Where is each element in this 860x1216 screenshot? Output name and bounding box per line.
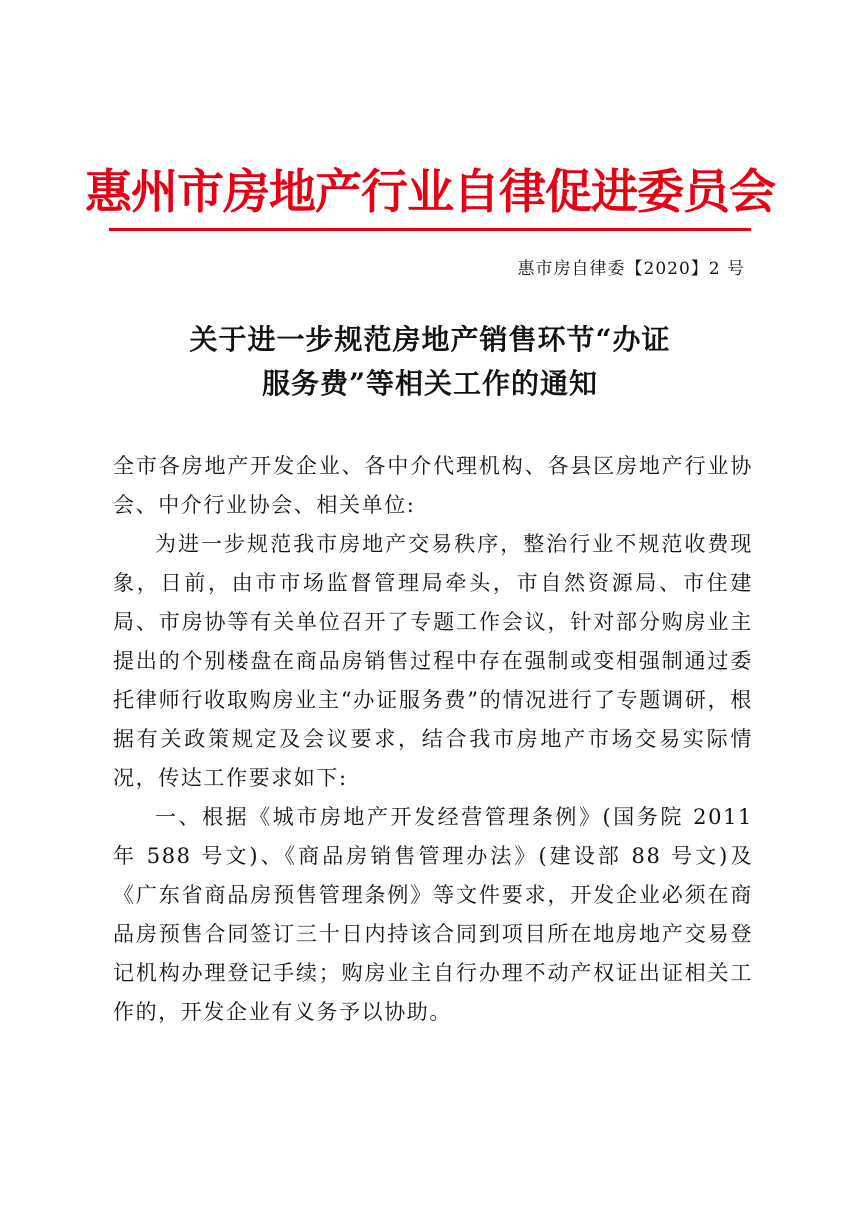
notice-title [0, 318, 860, 406]
notice-title-line-1: 关于进一步规范房地产销售环节“办证 [189, 323, 671, 356]
notice-title-line-2: 服务费”等相关工作的通知 [261, 367, 599, 400]
salutation: 全市各房地产开发企业、各中介代理机构、各县区房地产行业协会、中介行业协会、相关单位: [113, 454, 753, 517]
document-number: 惠市房自律委【2020】2 号 [517, 259, 745, 279]
body-paragraph-1: 为进一步规范我市房地产交易秩序，整治行业不规范收费现象，日前，由市市场监督管理局牵头，市自然资源局、市住建局、市房协等有关单位召开了专题工作会议，针对部分购房业主提出的个别楼盘在商品房销售过程中存在强制或变相强制通过委托律师行收取购房业主“办证服务费”的情况进行了专题调研，根据有关政策规定及会议要求，结合我市房地产市场交易实际情况，传达工作要求如下: [113, 532, 753, 790]
body-paragraph-2: 一、根据《城市房地产开发经营管理条例》(国务院 2011 年 588 号文)、《商品房销售管理办法》(建设部 88 号文)及《广东省商品房预售管理条例》等文件要求，开发企业必须在商品房预售合同签订三十日内持该合同到项目所在地房地产交易登记机构办理登记手续；购房业主自行办理不动产权证出证相关工作的，开发企业有义务予以协助。 [113, 805, 753, 1024]
header-red-rule [109, 228, 751, 231]
notice-body [113, 447, 753, 1032]
organization-header-title: 惠州市房地产行业自律促进委员会 [85, 165, 775, 220]
